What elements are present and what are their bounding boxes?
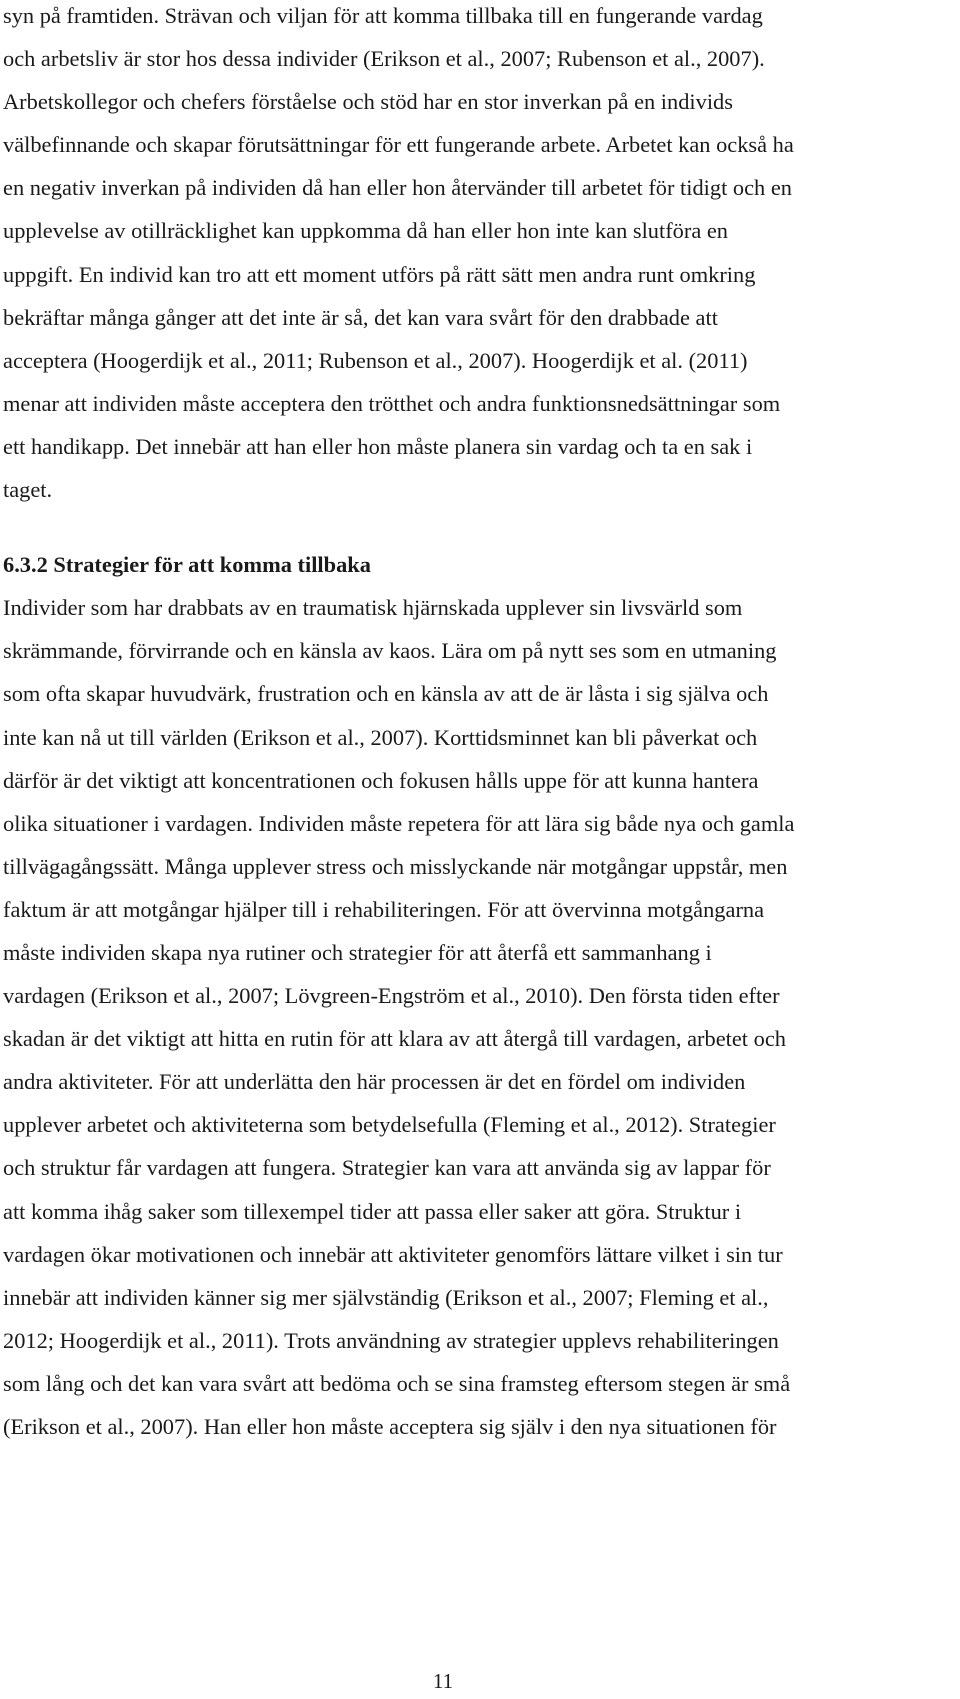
paragraph-line: vardagen (Erikson et al., 2007; Lövgreen-Engström et al., 2010). Den första tiden efter bbox=[3, 983, 780, 1009]
paragraph-line: en negativ inverkan på individen då han eller hon återvänder till arbetet för tidigt och en bbox=[3, 175, 792, 201]
paragraph-line: och struktur får vardagen att fungera. Strategier kan vara att använda sig av lappar för bbox=[3, 1155, 771, 1181]
paragraph-line: olika situationer i vardagen. Individen måste repetera för att lära sig både nya och gamla bbox=[3, 810, 795, 836]
paragraph-line: Individer som har drabbats av en traumatisk hjärnskada upplever sin livsvärld som bbox=[3, 595, 743, 621]
paragraph-line: taget. bbox=[3, 477, 53, 503]
paragraph-line: ett handikapp. Det innebär att han eller hon måste planera sin vardag och ta en sak i bbox=[3, 433, 753, 459]
paragraph-line: menar att individen måste acceptera den trötthet och andra funktionsnedsättningar som bbox=[3, 390, 781, 416]
text-column bbox=[3, 0, 883, 1448]
paragraph-line: välbefinnande och skapar förutsättningar för ett fungerande arbete. Arbetet kan också ha bbox=[3, 132, 794, 158]
paragraph-line: Arbetskollegor och chefers förståelse och stöd har en stor inverkan på en individs bbox=[3, 89, 733, 115]
paragraph-line: och arbetsliv är stor hos dessa individer (Erikson et al., 2007; Rubenson et al., 2007). bbox=[3, 46, 765, 72]
page-number: 11 bbox=[432, 1669, 454, 1693]
paragraph-line: acceptera (Hoogerdijk et al., 2011; Rubenson et al., 2007). Hoogerdijk et al. (2011) bbox=[3, 347, 748, 373]
paragraph-line: innebär att individen känner sig mer självständig (Erikson et al., 2007; Fleming et al., bbox=[3, 1284, 769, 1310]
paragraph-1 bbox=[3, 0, 883, 511]
paragraph-line: som ofta skapar huvudvärk, frustration och en känsla av att de är låsta i sig själva och bbox=[3, 681, 769, 707]
paragraph-line: 2012; Hoogerdijk et al., 2011). Trots användning av strategier upplevs rehabiliteringen bbox=[3, 1327, 779, 1353]
paragraph-line: som lång och det kan vara svårt att bedöma och se sina framsteg eftersom stegen är små bbox=[3, 1370, 791, 1396]
paragraph-line: upplevelse av otillräcklighet kan uppkomma då han eller hon inte kan slutföra en bbox=[3, 218, 728, 244]
paragraph-line: måste individen skapa nya rutiner och strategier för att återfå ett sammanhang i bbox=[3, 939, 712, 965]
paragraph-line: vardagen ökar motivationen och innebär att aktiviteter genomförs lättare vilket i sin tur bbox=[3, 1241, 783, 1267]
paragraph-line: skadan är det viktigt att hitta en rutin för att klara av att återgå till vardagen, arbetet och bbox=[3, 1026, 786, 1052]
paragraph-line: därför är det viktigt att koncentrationen och fokusen hålls uppe för att kunna hantera bbox=[3, 767, 759, 793]
paragraph-line: syn på framtiden. Strävan och viljan för att komma tillbaka till en fungerande vardag bbox=[3, 3, 763, 28]
paragraph-line: tillvägagångssätt. Många upplever stress och misslyckande när motgångar uppstår, men bbox=[3, 853, 788, 879]
paragraph-line: andra aktiviteter. För att underlätta den här processen är det en fördel om individen bbox=[3, 1069, 746, 1095]
paragraph-line: (Erikson et al., 2007). Han eller hon måste acceptera sig själv i den nya situationen för bbox=[3, 1414, 777, 1439]
paragraph-line: skrämmande, förvirrande och en känsla av kaos. Lära om på nytt ses som en utmaning bbox=[3, 638, 777, 664]
paragraph-line: uppgift. En individ kan tro att ett moment utförs på rätt sätt men andra runt omkring bbox=[3, 261, 756, 287]
paragraph-line: bekräftar många gånger att det inte är så, det kan vara svårt för den drabbade att bbox=[3, 304, 718, 330]
paragraph-line: inte kan nå ut till världen (Erikson et al., 2007). Korttidsminnet kan bli påverkat och bbox=[3, 724, 758, 750]
paragraph-2 bbox=[3, 586, 883, 1448]
paragraph-line: faktum är att motgångar hjälper till i rehabiliteringen. För att övervinna motgångarna bbox=[3, 896, 765, 922]
paragraph-line: upplever arbetet och aktiviteterna som betydelsefulla (Fleming et al., 2012). Strategier bbox=[3, 1112, 776, 1138]
paragraph-line: att komma ihåg saker som tillexempel tider att passa eller saker att göra. Struktur i bbox=[3, 1198, 742, 1224]
section-heading: 6.3.2 Strategier för att komma tillbaka bbox=[3, 552, 371, 578]
